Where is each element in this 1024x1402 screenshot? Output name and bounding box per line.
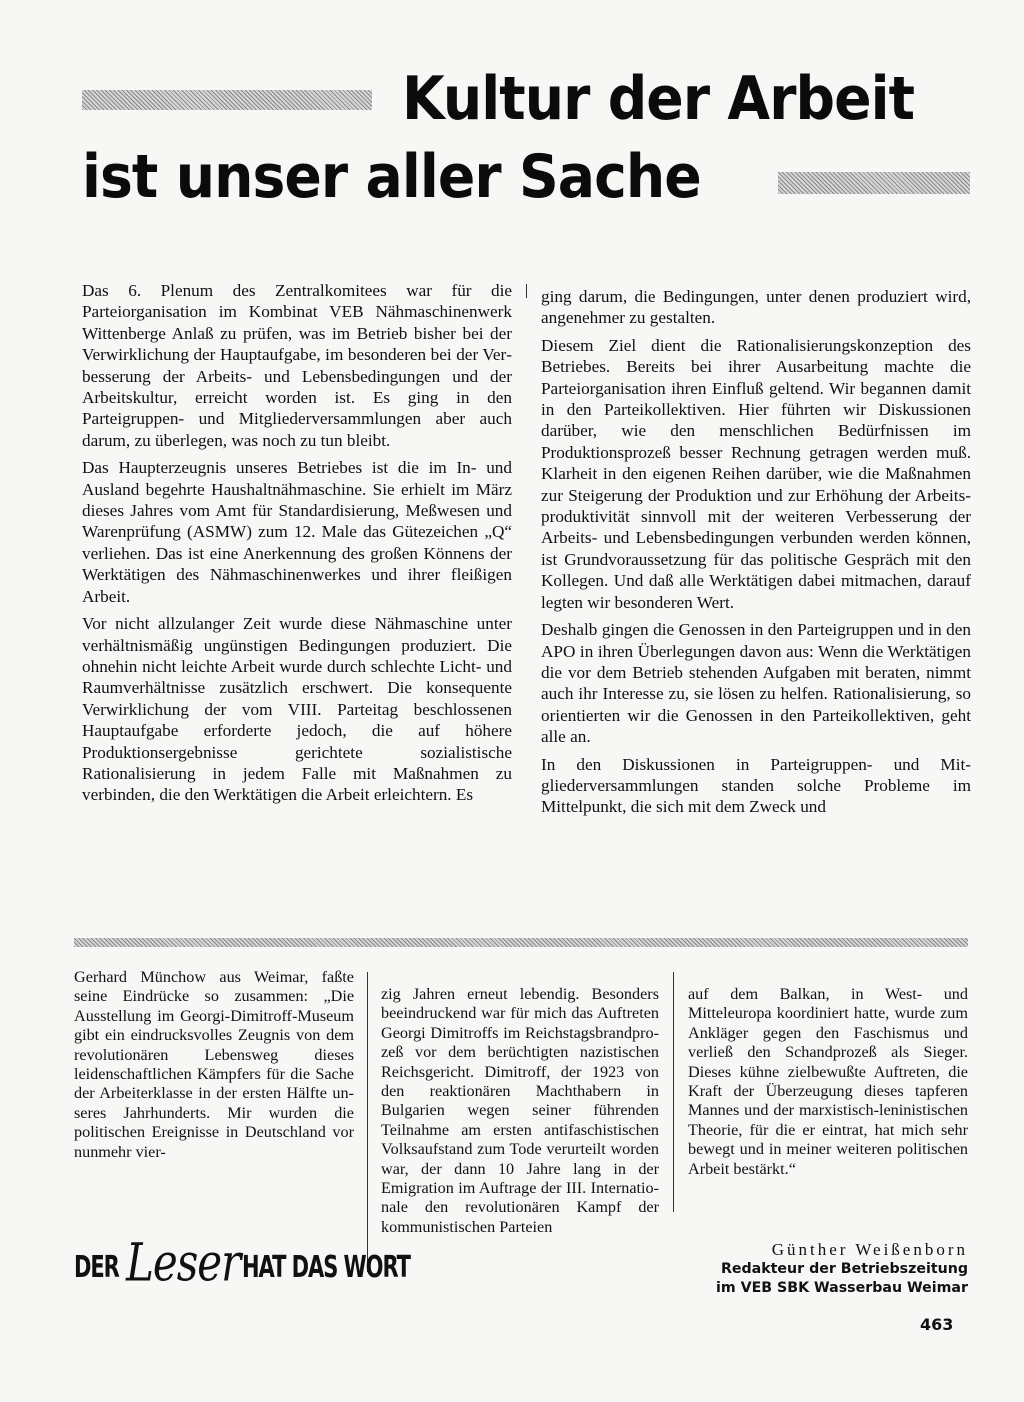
article-column-right: [541, 286, 971, 824]
article-paragraph: Deshalb gingen die Genossen in den Parteigruppen und in den APO in ihren Überlegungen davon aus: Wenn die Werktätigen die vor dem Betrieb stehenden Aufgaben mit beraten, nimmt auch ihr Interesse zu, sie lösen zu helfen. Rationalisierung, so orientierten wir die Genossen in den Parteikollektiven, geht alle an.: [541, 620, 971, 747]
headline-line-1: Kultur der Arbeit: [402, 64, 915, 134]
article-column-left: [82, 280, 512, 812]
headline-hatch-left: [82, 90, 372, 110]
article-paragraph: Vor nicht allzulanger Zeit wurde diese Nähmaschine unter verhältnismäßig ungünstigen Bedingungen produziert. Die ohnehin nicht leichte Arbeit wurde durch schlechte Licht- und Raumverhältnisse zusätzlich erschwert. Die konsequente Verwirklichung der vom VIII. Parteitag beschlossenen Hauptaufgabe erforderte jedoch, die auf höhere Produktionsergebnisse gerichtete sozialistische Rationalisierung in jedem Falle mit Maßnahmen zu verbinden, die den Werktätigen die Arbeit erleichtern. Es: [82, 614, 512, 805]
leser-hat-das-wort-logo: [74, 1231, 411, 1293]
headline-hatch-right: [778, 172, 970, 194]
letter-column-1: [74, 968, 354, 1162]
page-number: 463: [920, 1315, 954, 1334]
column-divider: [673, 972, 674, 1212]
letter-column-3: [688, 985, 968, 1179]
article-paragraph: In den Diskussionen in Parteigruppen- und Mitgliederversammlungen standen solche Probleme im Mittelpunkt, die sich mit dem Zweck und: [541, 754, 971, 817]
section-divider-hatch: [74, 938, 968, 947]
article-paragraph: Das Haupterzeugnis unseres Betriebes ist die im In- und Ausland begehrte Haushaltnähmaschine. Sie erhielt im März dieses Jahres vom Amt für Standardisierung, Meßwesen und Warenprüfung (ASMW) zum 12. Male das Gütezeichen „Q“ verliehen. Das ist eine Anerkennung des großen Könnens der Werktätigen des Nähmaschinenwerkes und ihrer fleißigen Arbeit.: [82, 458, 512, 606]
author-role-line-2: im VEB SBK Wasserbau Weimar: [716, 1280, 968, 1296]
column-divider: [526, 284, 527, 298]
author-role-line-1: Redakteur der Betriebszeitung: [720, 1261, 968, 1277]
article-paragraph: Diesem Ziel dient die Rationalisierungskonzeption des Betriebes. Bereits bei ihrer Ausarbeitung machte die Parteiorganisation ihren Einfluß geltend. Wir begannen damit in den Parteikollektiven. Hier führten wir Diskussionen darüber, wie den menschlichen Bedürfnissen im Produktionsprozeß besser Rechnung getragen werden muß. Klarheit in den eigenen Reihen darüber, wie die Maßnahmen zur Steigerung der Produktion und zur Erhöhung der Arbeitsproduktivität sinnvoll mit der weiteren Verbesserung der Arbeits- und Lebensbedingungen verbunden werden können, ist Grundvoraussetzung für das politische Gespräch mit den Kollegen. Und daß alle Werktätigen dabei mitmachen, darauf legten wir besonderen Wert.: [541, 335, 971, 612]
article-paragraph: ging darum, die Bedingungen, unter denen produziert wird, angenehmer zu gestalten.: [541, 287, 971, 328]
logo-text-right: HAT DAS WORT: [242, 1250, 411, 1285]
logo-script-text: Leser: [126, 1231, 241, 1293]
logo-text-left: DER: [74, 1250, 119, 1285]
author-name: Günther Weißenborn: [771, 1240, 968, 1259]
headline-line-2: ist unser aller Sache: [82, 142, 701, 212]
letter-text: zig Jahren erneut lebendig. Besonders beeindruckend war für mich das Auftreten Georgi Dimitroffs im Reichstagsbrandprozeß vor dem berüchtigten nazistischen Reichsgericht. Dimitroff, der 1923 von den reaktionären Machthabern in Bulgarien wegen seiner führenden Teilnahme am ersten antifaschistischen Volksaufstand zum Tode verurteilt worden war, der dann 10 Jahre lang in der Emigration im Auftrage der III. Internationale den revolutionären Kampf der kommunistischen Parteien: [381, 985, 659, 1236]
article-paragraph: Das 6. Plenum des Zentralkomitees war für die Parteiorganisation im Kombinat VEB Nähmaschinenwerk Wittenberge Anlaß zu prüfen, was im Betrieb bisher bei der Verwirklichung der Hauptaufgabe, im besonderen bei der Verbesserung der Arbeits- und Lebensbedingungen und der Arbeitskultur, erreicht worden ist. Es ging in den Parteigruppen- und Mitgliederversammlungen aber auch darum, zu überlegen, was noch zu tun bleibt.: [82, 281, 512, 450]
letter-text: auf dem Balkan, in West- und Mitteleuropa koordiniert hatte, wurde zum Ankläger gegen den Faschismus und verließ den Schandprozeß als Sieger. Dieses kühne zielbewußte Auftreten, die Kraft der Überzeugung dieses tapferen Mannes und der marxistisch-leninistischen Theorie, für die er eintrat, hat mich sehr bewegt und in meiner weiteren politischen Arbeit bestärkt.“: [688, 985, 968, 1178]
column-divider: [367, 972, 368, 1272]
letter-column-2: [381, 985, 659, 1237]
letter-text: Gerhard Münchow aus Weimar, faßte seine Eindrücke so zusammen: „Die Ausstellung im Georgi-Dimitroff-Museum gibt ein eindrucksvolles Zeugnis von dem revolutionären Lebensweg dieses leidenschaftlichen Kämpfers für die Sache der Arbeiterklasse in der ersten Hälfte unseres Jahrhunderts. Mir wurden die politischen Ereignisse in Deutschland vor nunmehr vier-: [74, 968, 354, 1161]
